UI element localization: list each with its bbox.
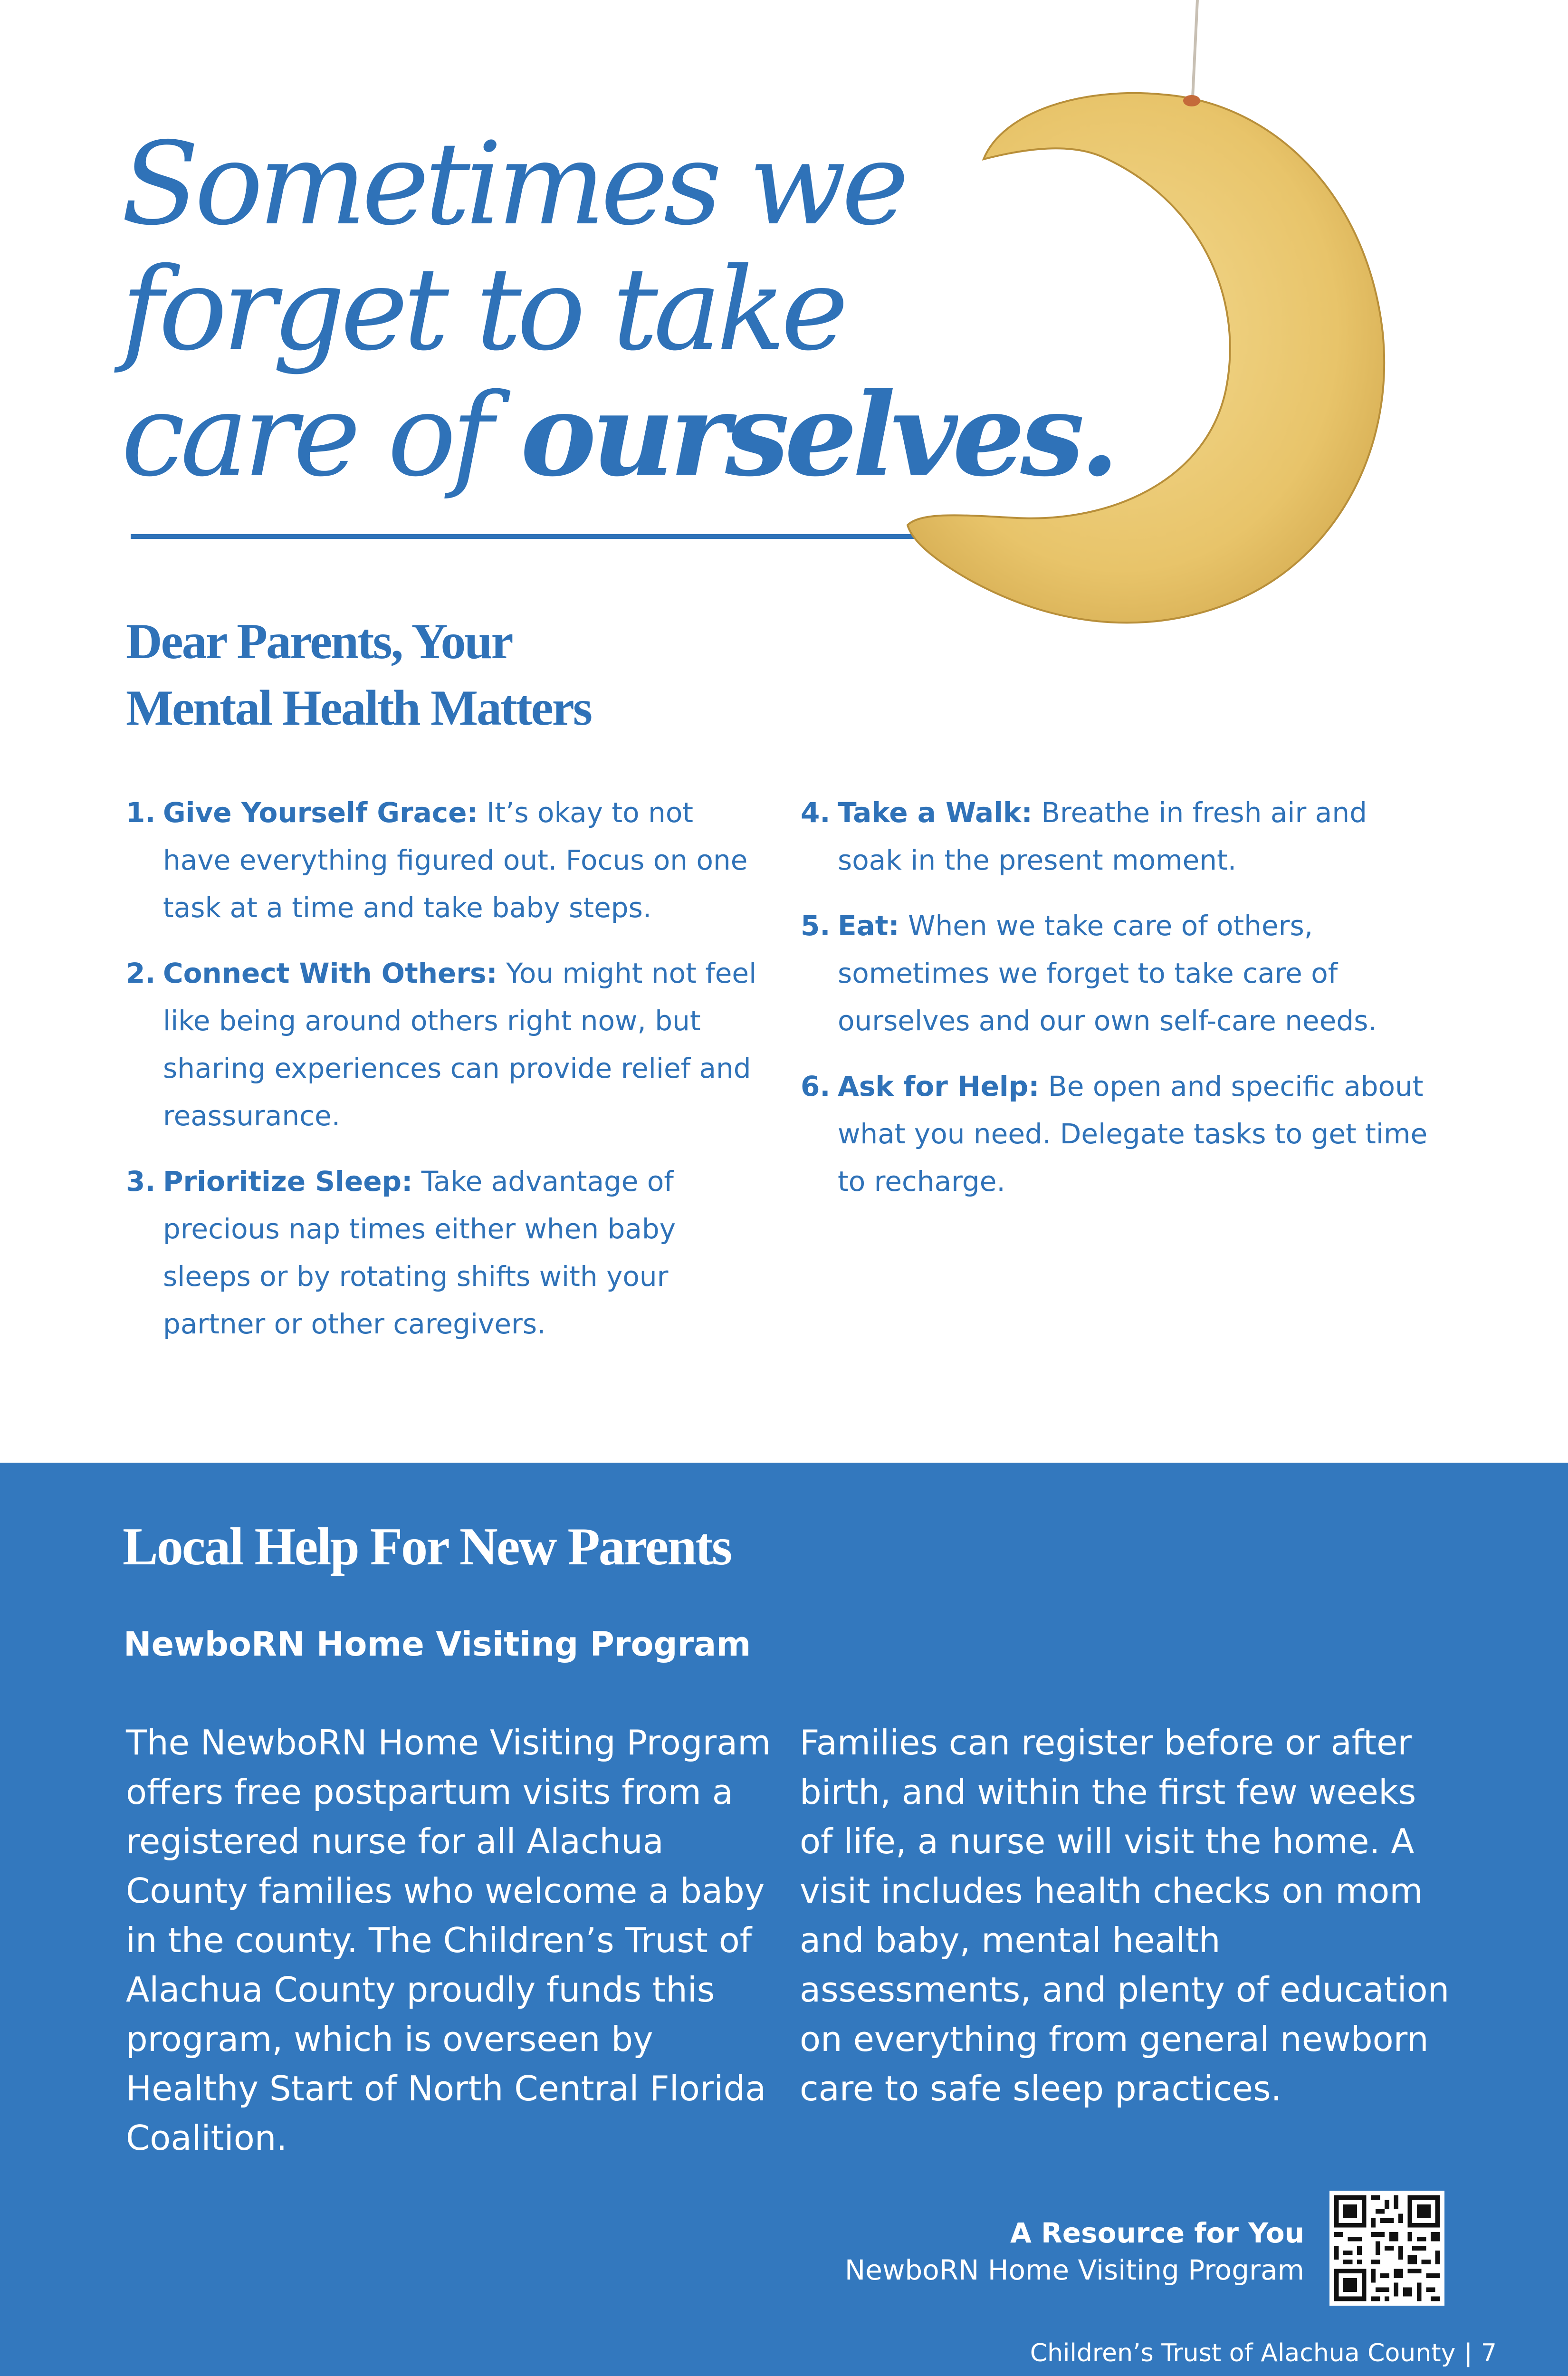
headline-line-2: forget to take — [121, 243, 844, 376]
resource-subtitle: NewboRN Home Visiting Program — [844, 2254, 1304, 2286]
tip-number: 5. — [801, 910, 831, 942]
tip-text: Breathe in fresh air and soak in the present moment. — [838, 796, 1367, 876]
tips-list-right — [801, 789, 1433, 1223]
footer-separator: | — [1464, 2339, 1472, 2367]
tip-text: Take advantage of precious nap times either when baby sleeps or by rotating shifts with your partner or other caregivers. — [163, 1165, 676, 1340]
section-subhead — [126, 608, 744, 741]
tip-number: 3. — [126, 1165, 156, 1198]
moon-shape — [908, 93, 1384, 623]
tip-text: When we take care of others, sometimes we forget to take care of ourselves and our own self-care needs. — [838, 910, 1377, 1037]
tip-item — [801, 789, 1433, 884]
tip-item — [801, 902, 1433, 1044]
headline — [121, 117, 1115, 502]
page-footer — [903, 2334, 1497, 2372]
tip-title: Prioritize Sleep: — [163, 1165, 413, 1198]
headline-line-3 — [121, 368, 1115, 502]
tip-number: 4. — [801, 796, 831, 829]
subhead-line-2: Mental Health Matters — [126, 680, 591, 736]
tip-title: Take a Walk: — [838, 796, 1033, 829]
tip-item — [126, 949, 767, 1140]
program-description-right: Families can register before or after birth, and within the first few weeks of life, a nurse will visit the home. A visit includes health checks on mom and baby, mental health assessments, and plenty of education on everything from general newborn care to safe sleep practices. — [800, 1723, 1450, 2108]
tip-number: 2. — [126, 957, 156, 989]
crescent-moon-image — [893, 0, 1444, 656]
headline-line-1: Sometimes we — [121, 117, 905, 250]
tip-title: Ask for Help: — [838, 1070, 1040, 1102]
tip-item — [126, 1158, 767, 1348]
tip-number: 1. — [126, 796, 156, 829]
headline-emphasis: ourselves. — [520, 368, 1115, 502]
headline-divider — [131, 534, 915, 539]
tip-text: Be open and specific about what you need. Delegate tasks to get time to recharge. — [838, 1070, 1428, 1198]
page-number: 7 — [1481, 2339, 1497, 2367]
moon-hang-hole — [1183, 95, 1200, 106]
footer-organization: Children’s Trust of Alachua County — [1030, 2339, 1456, 2367]
hanging-string — [1193, 0, 1197, 97]
resource-title: A Resource for You — [1010, 2217, 1304, 2249]
tip-text: You might not feel like being around others right now, but sharing experiences can provide relief and reassurance. — [163, 957, 757, 1132]
tip-text: It’s okay to not have everything figured out. Focus on one task at a time and take baby steps. — [163, 796, 748, 924]
program-name: NewboRN Home Visiting Program — [124, 1625, 751, 1664]
tip-item — [126, 789, 767, 931]
qr-code-icon[interactable] — [1329, 2191, 1444, 2306]
tip-title: Connect With Others: — [163, 957, 497, 989]
local-help-title: Local Help For New Parents — [123, 1517, 731, 1576]
headline-line-3-regular: care of — [121, 369, 521, 502]
tip-number: 6. — [801, 1070, 831, 1102]
tip-item — [801, 1063, 1433, 1205]
subhead-line-1: Dear Parents, Your — [126, 613, 512, 669]
resource-callout — [713, 2214, 1304, 2289]
program-description-left: The NewboRN Home Visiting Program offers free postpartum visits from a registered nurse for all Alachua County families who welcome a baby in the county. The Children’s Trust of Alachua County proudly funds this program, which is overseen by Healthy Start of North Central Florida Coalition. — [126, 1723, 771, 2158]
tip-title: Give Yourself Grace: — [163, 796, 478, 829]
tips-list-left — [126, 789, 767, 1366]
tip-title: Eat: — [838, 910, 899, 942]
